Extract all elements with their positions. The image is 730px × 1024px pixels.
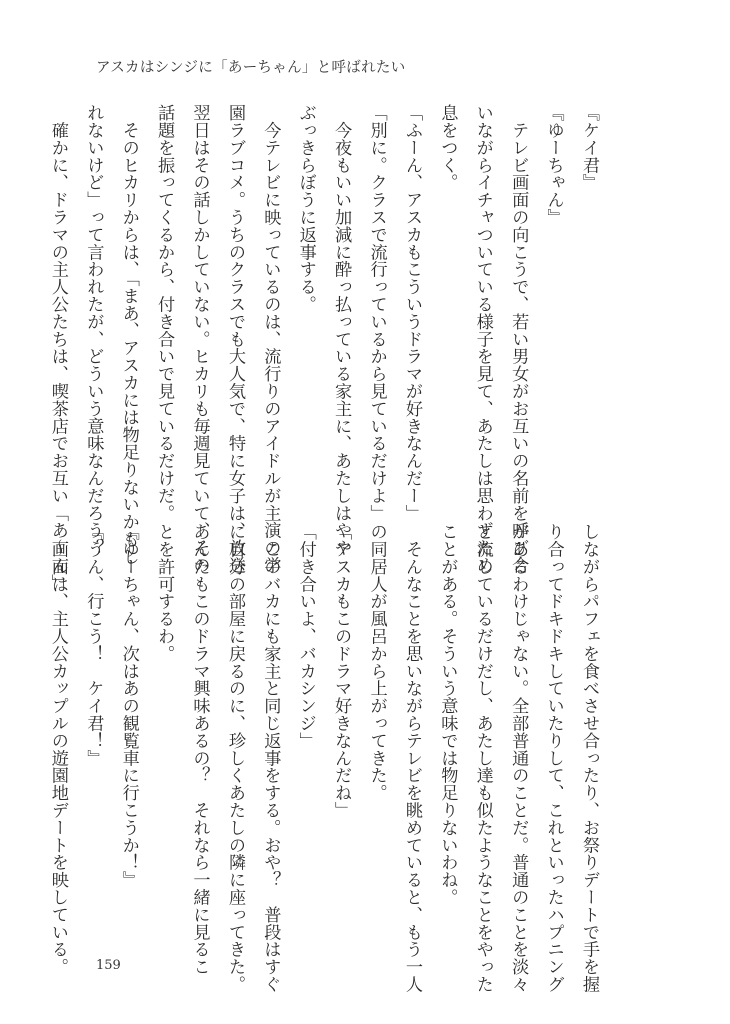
text-line: 園ラブコメ。うちのクラスでも大人気で、特に女子は、放送: [224, 104, 245, 574]
page-number: 159: [96, 958, 121, 973]
text-line: の同居人が風呂から上がってきた。: [366, 523, 387, 802]
text-line: あんたもこのドラマ興味あるの？ それなら一緒に見るこ: [189, 523, 210, 976]
text-line: 話題を振ってくるから、付き合いで見ているだけだ。: [154, 104, 175, 522]
text-line: 『ケイ君』: [579, 104, 599, 191]
text-line: 『ゆーちゃん』: [543, 104, 564, 226]
text-line: り合ってドキドキしていたりして、これといったハプニング: [543, 523, 564, 993]
text-line: ことがある。そういう意味では物足りないわね。: [437, 523, 458, 906]
text-line: 「付き合いよ、バカシンジ」: [295, 523, 316, 750]
text-line: とを許可するわ。: [154, 523, 175, 663]
text-line: れないけど」って言われたが、どういう意味なんだろう？: [83, 104, 104, 557]
text-line: 『うん、行こう！ ケイ君！』: [83, 523, 104, 767]
text-line: テレビ画面の向こうで、若い男女がお互いの名前を呼び合: [508, 104, 529, 574]
text-line: しながらパフェを食べさせ合ったり、お祭りデートで手を握: [579, 523, 599, 993]
text-line: 今夜もいい加減に酔っ払っている家主に、あたしはやや: [331, 104, 352, 557]
text-line: 『ゆーちゃん、次はあの観覧車に行こうか！』: [118, 523, 139, 889]
text-line: があるわけじゃない。全部普通のことだ。普通のことを淡々: [508, 523, 529, 993]
text-line: 息をつく。: [437, 104, 458, 191]
text-line: いながらイチャついている様子を見て、あたしは思わずため: [472, 104, 493, 574]
text-line: 「別に。クラスで流行っているから見ているだけよ」: [366, 104, 387, 522]
text-line: 今テレビに映っているのは、流行りのアイドルが主演の学: [260, 104, 281, 574]
text-line: ぶっきらぼうに返事する。: [295, 104, 316, 313]
text-line: そのヒカリからは、「まあ、アスカには物足りないかもし: [118, 104, 139, 566]
text-line: 「アスカもこのドラマ好きなんだね」: [331, 523, 352, 819]
running-header: アスカはシンジに「あーちゃん」と呼ばれたい: [96, 60, 406, 76]
text-column-top: [47, 104, 606, 592]
text-line: このバカにも家主と同じ返事をする。おや？ 普段はすぐ: [260, 523, 281, 993]
text-line: そんなことを思いながらテレビを眺めていると、もう一人: [401, 523, 422, 993]
text-line: に自分の部屋に戻るのに、珍しくあたしの隣に座ってきた。: [224, 523, 245, 993]
text-line: と流しているだけだし、あたし達も似たようなことをやった: [472, 523, 493, 993]
text-line: 翌日はその話しかしていない。ヒカリも毎週見ていて、その: [189, 104, 210, 574]
text-line: 「ふーん、アスカもこういうドラマが好きなんだー」: [401, 104, 422, 522]
text-line: 確かに、ドラマの主人公たちは、喫茶店でお互い「あ〜ん」: [47, 104, 68, 592]
text-line: 画面は、主人公カップルの遊園地デートを映している。: [47, 523, 68, 976]
